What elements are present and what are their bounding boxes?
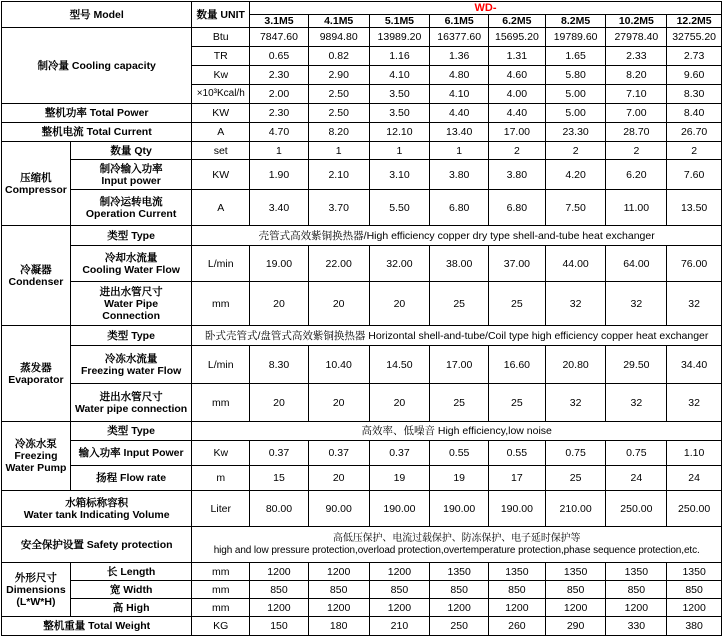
water-pipe-label-line: Connection bbox=[102, 309, 160, 322]
condenser-pipe-row bbox=[2, 282, 722, 326]
condenser-type-value: 壳管式高效紫铜换热器/High efficiency copper dry type shell-and-tube heat exchanger bbox=[192, 226, 722, 246]
value-cell: 25 bbox=[489, 384, 546, 422]
value-cell: 0.37 bbox=[369, 441, 430, 466]
value-cell: 64.00 bbox=[606, 246, 667, 282]
value-cell: 24 bbox=[667, 466, 722, 491]
operation-current-label bbox=[70, 190, 192, 226]
value-cell: 250.00 bbox=[667, 491, 722, 527]
safety-value-line: high and low pressure protection,overload protection,overtemperature protection,phase sequence protection,etc. bbox=[213, 544, 700, 556]
value-cell: 2.00 bbox=[250, 85, 309, 104]
dimension-width-row bbox=[2, 581, 722, 599]
type-label: 类型 Type bbox=[70, 326, 192, 346]
value-cell: 0.75 bbox=[545, 441, 606, 466]
water-pipe-label bbox=[70, 282, 192, 326]
value-cell: 0.75 bbox=[606, 441, 667, 466]
unit-cell: Btu bbox=[192, 28, 250, 47]
model-cell: 3.1M5 bbox=[250, 15, 309, 28]
value-cell: 90.00 bbox=[308, 491, 369, 527]
value-cell: 3.70 bbox=[308, 190, 369, 226]
spec-table-body bbox=[2, 2, 722, 636]
value-cell: 4.10 bbox=[430, 85, 489, 104]
value-cell: 17 bbox=[489, 466, 546, 491]
unit-cell: Liter bbox=[192, 491, 250, 527]
unit-cell: mm bbox=[192, 384, 250, 422]
value-cell: 1.65 bbox=[545, 47, 606, 66]
value-cell: 180 bbox=[308, 617, 369, 636]
value-cell: 2 bbox=[545, 142, 606, 160]
dimensions-label-line: 外形尺寸 bbox=[14, 571, 57, 584]
value-cell: 1200 bbox=[430, 599, 489, 617]
value-cell: 1200 bbox=[545, 599, 606, 617]
value-cell: 6.80 bbox=[489, 190, 546, 226]
value-cell: 2.33 bbox=[606, 47, 667, 66]
value-cell: 2 bbox=[489, 142, 546, 160]
value-cell: 1 bbox=[250, 142, 309, 160]
unit-cell: mm bbox=[192, 282, 250, 326]
value-cell: 20 bbox=[250, 282, 309, 326]
operation-current-label-line: Operation Current bbox=[85, 207, 177, 220]
value-cell: 25 bbox=[545, 466, 606, 491]
total_current-label: 整机电流 Total Current bbox=[2, 123, 192, 142]
value-cell: 3.50 bbox=[369, 104, 430, 123]
value-cell: 20.80 bbox=[545, 346, 606, 384]
value-cell: 29.50 bbox=[606, 346, 667, 384]
value-cell: 26.70 bbox=[667, 123, 722, 142]
freezing-water-flow-label-line: Freezing water Flow bbox=[80, 364, 182, 377]
value-cell: 850 bbox=[606, 581, 667, 599]
value-cell: 10.40 bbox=[308, 346, 369, 384]
value-cell: 38.00 bbox=[430, 246, 489, 282]
value-cell: 11.00 bbox=[606, 190, 667, 226]
pump-label-line: 冷冻水泵 bbox=[14, 438, 57, 450]
cooling-water-flow-label-line: 冷却水流量 bbox=[104, 251, 158, 264]
model-cell: 4.1M5 bbox=[308, 15, 369, 28]
evaporator-flow-row bbox=[2, 346, 722, 384]
input-power-label bbox=[70, 160, 192, 190]
tank-label-line: 水箱标称容积 bbox=[65, 496, 129, 509]
unit-cell: set bbox=[192, 142, 250, 160]
value-cell: 15695.20 bbox=[489, 28, 546, 47]
water-pipe-label-line: Water Pipe bbox=[104, 297, 159, 310]
cooling-row bbox=[2, 28, 722, 47]
tank-label-line: Water tank Indicating Volume bbox=[23, 508, 170, 521]
header-row bbox=[2, 2, 722, 15]
value-cell: 0.65 bbox=[250, 47, 309, 66]
dimensions-label bbox=[2, 563, 71, 617]
value-cell: 8.30 bbox=[250, 346, 309, 384]
type-label: 类型 Type bbox=[70, 422, 192, 441]
qty-label: 数量 Qty bbox=[70, 142, 192, 160]
compressor-current-row bbox=[2, 190, 722, 226]
value-cell: 32 bbox=[606, 384, 667, 422]
model-cell: 6.1M5 bbox=[430, 15, 489, 28]
value-cell: 7.50 bbox=[545, 190, 606, 226]
unit-header: 数量 UNIT bbox=[192, 2, 250, 28]
value-cell: 80.00 bbox=[250, 491, 309, 527]
pump-flow-row bbox=[2, 466, 722, 491]
value-cell: 20 bbox=[308, 466, 369, 491]
compressor-qty-row bbox=[2, 142, 722, 160]
value-cell: 1350 bbox=[489, 563, 546, 581]
value-cell: 0.82 bbox=[308, 47, 369, 66]
evaporator-label-line: Evaporator bbox=[8, 373, 64, 386]
weight-row bbox=[2, 617, 722, 636]
value-cell: 4.60 bbox=[489, 66, 546, 85]
value-cell: 260 bbox=[489, 617, 546, 636]
value-cell: 290 bbox=[545, 617, 606, 636]
value-cell: 1.16 bbox=[369, 47, 430, 66]
value-cell: 850 bbox=[250, 581, 309, 599]
model-header: 型号 Model bbox=[2, 2, 192, 28]
pump-power-row bbox=[2, 441, 722, 466]
value-cell: 13989.20 bbox=[369, 28, 430, 47]
value-cell: 27978.40 bbox=[606, 28, 667, 47]
value-cell: 23.30 bbox=[545, 123, 606, 142]
value-cell: 32 bbox=[667, 384, 722, 422]
condenser-label-line: 冷凝器 bbox=[20, 263, 52, 276]
flow-rate-label: 扬程 Flow rate bbox=[70, 466, 192, 491]
unit-cell: Kw bbox=[192, 66, 250, 85]
value-cell: 7.00 bbox=[606, 104, 667, 123]
value-cell: 37.00 bbox=[489, 246, 546, 282]
value-cell: 2.73 bbox=[667, 47, 722, 66]
value-cell: 3.10 bbox=[369, 160, 430, 190]
compressor-label-line: Compressor bbox=[5, 183, 67, 196]
value-cell: 850 bbox=[369, 581, 430, 599]
value-cell: 2 bbox=[667, 142, 722, 160]
water-pipe-label-line: 进出水管尺寸 bbox=[99, 390, 163, 403]
value-cell: 5.00 bbox=[545, 104, 606, 123]
value-cell: 1200 bbox=[250, 599, 309, 617]
value-cell: 2 bbox=[606, 142, 667, 160]
unit-cell: m bbox=[192, 466, 250, 491]
model-cell: 8.2M5 bbox=[545, 15, 606, 28]
operation-current-label-line: 制冷运转电流 bbox=[99, 195, 163, 208]
value-cell: 3.40 bbox=[250, 190, 309, 226]
value-cell: 850 bbox=[667, 581, 722, 599]
unit-cell: TR bbox=[192, 47, 250, 66]
value-cell: 1200 bbox=[667, 599, 722, 617]
value-cell: 20 bbox=[308, 282, 369, 326]
value-cell: 1200 bbox=[369, 599, 430, 617]
value-cell: 190.00 bbox=[369, 491, 430, 527]
value-cell: 190.00 bbox=[489, 491, 546, 527]
value-cell: 850 bbox=[545, 581, 606, 599]
value-cell: 8.20 bbox=[308, 123, 369, 142]
value-cell: 5.80 bbox=[545, 66, 606, 85]
value-cell: 2.50 bbox=[308, 85, 369, 104]
value-cell: 4.00 bbox=[489, 85, 546, 104]
cooling-water-flow-label bbox=[70, 246, 192, 282]
value-cell: 1 bbox=[308, 142, 369, 160]
unit-cell: ×10³Kcal/h bbox=[192, 85, 250, 104]
compressor-label-line: 压缩机 bbox=[20, 171, 52, 184]
value-cell: 32 bbox=[667, 282, 722, 326]
condenser-flow-row bbox=[2, 246, 722, 282]
freezing-water-flow-label-line: 冷冻水流量 bbox=[104, 352, 158, 365]
dimension-length-row bbox=[2, 563, 722, 581]
freezing-water-flow-label bbox=[70, 346, 192, 384]
value-cell: 28.70 bbox=[606, 123, 667, 142]
value-cell: 19 bbox=[430, 466, 489, 491]
input-power-label-line: 制冷输入功率 bbox=[99, 162, 163, 175]
unit-cell: mm bbox=[192, 599, 250, 617]
tank-row bbox=[2, 491, 722, 527]
series-header: WD- bbox=[250, 2, 722, 15]
dimension-height-row bbox=[2, 599, 722, 617]
value-cell: 3.50 bbox=[369, 85, 430, 104]
value-cell: 1 bbox=[369, 142, 430, 160]
value-cell: 16.60 bbox=[489, 346, 546, 384]
dimensions-label-line: Dimensions bbox=[6, 583, 66, 596]
value-cell: 0.55 bbox=[489, 441, 546, 466]
value-cell: 0.55 bbox=[430, 441, 489, 466]
condenser-label-line: Condenser bbox=[8, 275, 64, 288]
value-cell: 6.80 bbox=[430, 190, 489, 226]
value-cell: 6.20 bbox=[606, 160, 667, 190]
value-cell: 1200 bbox=[369, 563, 430, 581]
evaporator-type-row bbox=[2, 326, 722, 346]
evaporator-label bbox=[2, 326, 71, 422]
pump-type-row bbox=[2, 422, 722, 441]
input-power-label-line: Input power bbox=[101, 174, 161, 187]
value-cell: 4.10 bbox=[369, 66, 430, 85]
safety-value bbox=[192, 527, 722, 563]
evaporator-type-value: 卧式壳管式/盘管式高效紫铜换热器 Horizontal shell-and-tube/Coil type high efficiency copper heat exchanger bbox=[192, 326, 722, 346]
value-cell: 9894.80 bbox=[308, 28, 369, 47]
value-cell: 16377.60 bbox=[430, 28, 489, 47]
value-cell: 1350 bbox=[430, 563, 489, 581]
value-cell: 850 bbox=[430, 581, 489, 599]
value-cell: 8.30 bbox=[667, 85, 722, 104]
value-cell: 1350 bbox=[667, 563, 722, 581]
value-cell: 0.37 bbox=[250, 441, 309, 466]
unit-cell: L/min bbox=[192, 246, 250, 282]
value-cell: 4.40 bbox=[489, 104, 546, 123]
value-cell: 5.50 bbox=[369, 190, 430, 226]
condenser-label bbox=[2, 226, 71, 326]
safety-row bbox=[2, 527, 722, 563]
value-cell: 2.10 bbox=[308, 160, 369, 190]
unit-cell: KW bbox=[192, 160, 250, 190]
value-cell: 32 bbox=[545, 384, 606, 422]
value-cell: 850 bbox=[489, 581, 546, 599]
value-cell: 19.00 bbox=[250, 246, 309, 282]
total_current-row bbox=[2, 123, 722, 142]
width-label: 宽 Width bbox=[70, 581, 192, 599]
value-cell: 250.00 bbox=[606, 491, 667, 527]
value-cell: 2.30 bbox=[250, 104, 309, 123]
value-cell: 14.50 bbox=[369, 346, 430, 384]
value-cell: 5.00 bbox=[545, 85, 606, 104]
condenser-type-row bbox=[2, 226, 722, 246]
value-cell: 4.20 bbox=[545, 160, 606, 190]
value-cell: 20 bbox=[308, 384, 369, 422]
value-cell: 1 bbox=[430, 142, 489, 160]
value-cell: 20 bbox=[250, 384, 309, 422]
value-cell: 19789.60 bbox=[545, 28, 606, 47]
unit-cell: Kw bbox=[192, 441, 250, 466]
value-cell: 1200 bbox=[489, 599, 546, 617]
value-cell: 1.36 bbox=[430, 47, 489, 66]
water-pipe-label-line: 进出水管尺寸 bbox=[99, 285, 163, 298]
compressor-label bbox=[2, 142, 71, 226]
unit-cell: A bbox=[192, 123, 250, 142]
value-cell: 32 bbox=[606, 282, 667, 326]
value-cell: 4.80 bbox=[430, 66, 489, 85]
value-cell: 32.00 bbox=[369, 246, 430, 282]
value-cell: 8.40 bbox=[667, 104, 722, 123]
height-label: 高 High bbox=[70, 599, 192, 617]
value-cell: 1.10 bbox=[667, 441, 722, 466]
value-cell: 7.60 bbox=[667, 160, 722, 190]
value-cell: 15 bbox=[250, 466, 309, 491]
value-cell: 4.70 bbox=[250, 123, 309, 142]
value-cell: 13.40 bbox=[430, 123, 489, 142]
cooling-label: 制冷量 Cooling capacity bbox=[2, 28, 192, 104]
value-cell: 25 bbox=[430, 282, 489, 326]
unit-cell: A bbox=[192, 190, 250, 226]
weight-label: 整机重量 Total Weight bbox=[2, 617, 192, 636]
pump-type-value: 高效率、低噪音 High efficiency,low noise bbox=[192, 422, 722, 441]
dimensions-label-line: (L*W*H) bbox=[16, 595, 56, 608]
value-cell: 3.80 bbox=[489, 160, 546, 190]
value-cell: 1200 bbox=[606, 599, 667, 617]
total_power-label: 整机功率 Total Power bbox=[2, 104, 192, 123]
type-label: 类型 Type bbox=[70, 226, 192, 246]
value-cell: 76.00 bbox=[667, 246, 722, 282]
value-cell: 24 bbox=[606, 466, 667, 491]
safety-value-line: 高低压保护、电流过载保护、防冻保护、电子延时保护等 bbox=[332, 532, 581, 544]
unit-cell: L/min bbox=[192, 346, 250, 384]
value-cell: 13.50 bbox=[667, 190, 722, 226]
value-cell: 2.50 bbox=[308, 104, 369, 123]
value-cell: 22.00 bbox=[308, 246, 369, 282]
value-cell: 25 bbox=[489, 282, 546, 326]
unit-cell: mm bbox=[192, 581, 250, 599]
compressor-power-row bbox=[2, 160, 722, 190]
value-cell: 1350 bbox=[545, 563, 606, 581]
pump-label-line: Water Pump bbox=[5, 462, 67, 474]
value-cell: 210 bbox=[369, 617, 430, 636]
value-cell: 1200 bbox=[250, 563, 309, 581]
pump-power-label: 输入功率 Input Power bbox=[70, 441, 192, 466]
pump-label bbox=[2, 422, 71, 491]
value-cell: 1200 bbox=[308, 563, 369, 581]
unit-cell: mm bbox=[192, 563, 250, 581]
value-cell: 150 bbox=[250, 617, 309, 636]
length-label: 长 Length bbox=[70, 563, 192, 581]
value-cell: 1350 bbox=[606, 563, 667, 581]
value-cell: 2.90 bbox=[308, 66, 369, 85]
value-cell: 7.10 bbox=[606, 85, 667, 104]
safety-label: 安全保护设置 Safety protection bbox=[2, 527, 192, 563]
value-cell: 9.60 bbox=[667, 66, 722, 85]
model-cell: 5.1M5 bbox=[369, 15, 430, 28]
value-cell: 1200 bbox=[308, 599, 369, 617]
value-cell: 17.00 bbox=[489, 123, 546, 142]
value-cell: 850 bbox=[308, 581, 369, 599]
value-cell: 19 bbox=[369, 466, 430, 491]
value-cell: 34.40 bbox=[667, 346, 722, 384]
value-cell: 7847.60 bbox=[250, 28, 309, 47]
unit-cell: KG bbox=[192, 617, 250, 636]
model-cell: 6.2M5 bbox=[489, 15, 546, 28]
water-pipe-label bbox=[70, 384, 192, 422]
model-cell: 12.2M5 bbox=[667, 15, 722, 28]
value-cell: 17.00 bbox=[430, 346, 489, 384]
value-cell: 250 bbox=[430, 617, 489, 636]
value-cell: 32755.20 bbox=[667, 28, 722, 47]
value-cell: 0.37 bbox=[308, 441, 369, 466]
value-cell: 4.40 bbox=[430, 104, 489, 123]
value-cell: 44.00 bbox=[545, 246, 606, 282]
tank-label bbox=[2, 491, 192, 527]
value-cell: 3.80 bbox=[430, 160, 489, 190]
water-pipe-label-line: Water pipe connection bbox=[75, 402, 188, 415]
value-cell: 1.90 bbox=[250, 160, 309, 190]
value-cell: 32 bbox=[545, 282, 606, 326]
value-cell: 12.10 bbox=[369, 123, 430, 142]
value-cell: 380 bbox=[667, 617, 722, 636]
value-cell: 210.00 bbox=[545, 491, 606, 527]
total_power-row bbox=[2, 104, 722, 123]
evaporator-pipe-row bbox=[2, 384, 722, 422]
value-cell: 1.31 bbox=[489, 47, 546, 66]
cooling-water-flow-label-line: Cooling Water Flow bbox=[82, 263, 180, 276]
value-cell: 20 bbox=[369, 282, 430, 326]
value-cell: 20 bbox=[369, 384, 430, 422]
spec-table bbox=[1, 1, 722, 636]
value-cell: 190.00 bbox=[430, 491, 489, 527]
evaporator-label-line: 蒸发器 bbox=[20, 361, 52, 374]
pump-label-line: Freezing bbox=[14, 450, 58, 462]
value-cell: 8.20 bbox=[606, 66, 667, 85]
value-cell: 2.30 bbox=[250, 66, 309, 85]
model-cell: 10.2M5 bbox=[606, 15, 667, 28]
value-cell: 25 bbox=[430, 384, 489, 422]
value-cell: 330 bbox=[606, 617, 667, 636]
unit-cell: KW bbox=[192, 104, 250, 123]
